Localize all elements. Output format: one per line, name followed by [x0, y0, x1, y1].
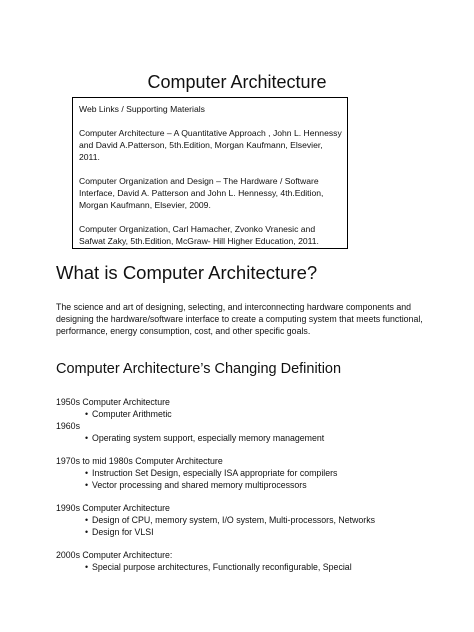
era-bullets	[56, 467, 436, 491]
references-box	[72, 97, 348, 249]
references-heading: Web Links / Supporting Materials	[79, 104, 205, 114]
era-label: 1950s Computer Architecture	[56, 397, 170, 407]
era-bullets	[56, 408, 436, 420]
era-label: 1960s	[56, 421, 80, 431]
era-bullets	[56, 561, 436, 573]
bullet-item: • Instruction Set Design, especially ISA appropriate for compilers	[85, 467, 436, 479]
era-block	[56, 455, 436, 491]
section-heading-changing-definition: Computer Architecture’s Changing Definition	[56, 361, 342, 377]
era-label: 1990s Computer Architecture	[56, 503, 170, 513]
era-block	[56, 502, 436, 538]
bullet-item: • Design for VLSI	[85, 526, 436, 538]
bullet-item: • Special purpose architectures, Functionally reconfigurable, Special	[85, 561, 436, 573]
era-block	[56, 396, 436, 420]
definition-paragraph: The science and art of designing, selecting, and interconnecting hardware components and designing the hardware/software interface to create a computing system that meets functional, performance, energy consumption, cost, and other specific goals.	[56, 302, 423, 336]
era-bullets	[56, 432, 436, 444]
era-block	[56, 420, 436, 444]
section-heading-what-is: What is Computer Architecture?	[56, 262, 318, 283]
bullet-item: • Operating system support, especially memory management	[85, 432, 436, 444]
reference-item: Computer Organization, Carl Hamacher, Zvonko Vranesic and Safwat Zaky, 5th.Edition, McGraw- Hill Higher Education, 2011.	[79, 224, 319, 246]
page-title: Computer Architecture	[147, 72, 327, 92]
bullet-item: • Computer Arithmetic	[85, 408, 436, 420]
eras-list	[56, 396, 436, 573]
era-label: 2000s Computer Architecture:	[56, 550, 173, 560]
era-bullets	[56, 514, 436, 538]
reference-item: Computer Architecture – A Quantitative Approach , John L. Hennessy and David A.Patterson, 5th.Edition, Morgan Kaufmann, Elsevier, 2011.	[79, 128, 342, 162]
bullet-item: • Vector processing and shared memory multiprocessors	[85, 479, 436, 491]
era-label: 1970s to mid 1980s Computer Architecture	[56, 456, 223, 466]
era-block	[56, 549, 436, 573]
reference-item: Computer Organization and Design – The Hardware / Software Interface, David A. Patterson and John L. Hennessy, 4th.Edition, Morgan Kaufmann, Elsevier, 2009.	[79, 176, 324, 210]
bullet-item: • Design of CPU, memory system, I/O system, Multi-processors, Networks	[85, 514, 436, 526]
